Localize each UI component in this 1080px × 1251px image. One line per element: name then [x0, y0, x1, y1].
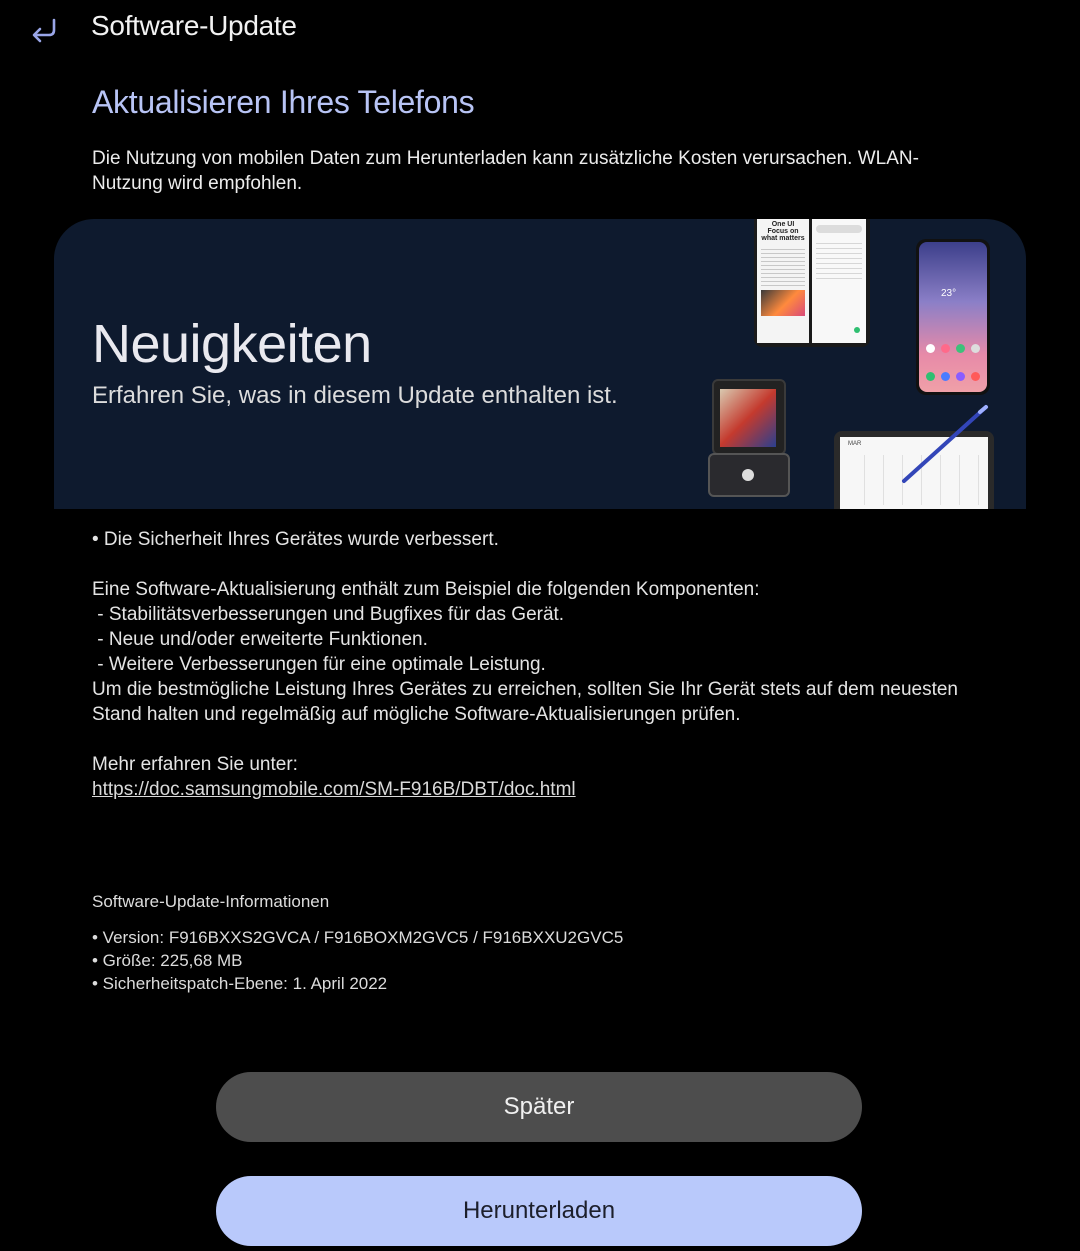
security-patch-info: • Sicherheitspatch-Ebene: 1. April 2022 — [92, 974, 388, 993]
app-header — [0, 0, 1080, 60]
mobile-data-notice: Die Nutzung von mobilen Daten zum Herunterladen kann zusätzliche Kosten verursachen. WLAN-Nutzung wird empfohlen. — [92, 148, 919, 194]
phone-text-line1: One UI — [771, 221, 795, 228]
foldable-phone-illustration — [754, 219, 870, 347]
component-item: - Stabilitätsverbesserungen und Bugfixes für das Gerät. — [92, 604, 565, 625]
component-item: - Weitere Verbesserungen für eine optimale Leistung. — [92, 654, 546, 675]
update-info-title: Software-Update-Informationen — [92, 892, 330, 911]
back-arrow-icon — [29, 17, 59, 43]
download-button-label: Herunterladen — [462, 1197, 616, 1224]
banner-subtitle: Erfahren Sie, was in diesem Update enthalten ist. — [92, 382, 618, 409]
more-info-label: Mehr erfahren Sie unter: — [92, 754, 298, 775]
tablet-date: MAR — [848, 441, 862, 447]
version-info: • Version: F916BXXS2GVCA / F916BOXM2GVC5 / F916BXXU2GVC5 — [92, 928, 624, 947]
stylus-illustration — [894, 401, 994, 491]
phone-text-line2: Focus on — [767, 228, 799, 235]
page-title: Software-Update — [91, 10, 297, 41]
banner-title: Neuigkeiten — [92, 314, 372, 374]
flip-phone-illustration — [708, 379, 786, 497]
later-button[interactable] — [216, 1072, 862, 1142]
release-notes — [92, 527, 992, 802]
later-button-label: Später — [503, 1093, 575, 1120]
component-item: - Neue und/oder erweiterte Funktionen. — [92, 629, 428, 650]
security-note: • Die Sicherheit Ihres Gerätes wurde verbessert. — [92, 529, 499, 550]
back-button[interactable] — [24, 12, 64, 48]
size-info: • Größe: 225,68 MB — [92, 951, 243, 970]
update-info-section — [92, 892, 992, 995]
download-button[interactable] — [216, 1176, 862, 1246]
section-heading: Aktualisieren Ihres Telefons — [92, 84, 475, 120]
weather-temp: 23° — [941, 288, 957, 299]
phone-illustration — [916, 239, 990, 395]
whats-new-banner — [54, 219, 1026, 509]
documentation-link[interactable]: https://doc.samsungmobile.com/SM-F916B/DBT/doc.html — [92, 779, 576, 800]
components-intro: Eine Software-Aktualisierung enthält zum Beispiel die folgenden Komponenten: — [92, 579, 760, 600]
recommendation-text: Um die bestmögliche Leistung Ihres Gerätes zu erreichen, sollten Sie Ihr Gerät stets auf dem neuesten Stand halten und regelmäßig auf mögliche Software-Aktualisierungen prüfen. — [92, 679, 959, 725]
phone-text-line3: what matters — [761, 235, 805, 242]
